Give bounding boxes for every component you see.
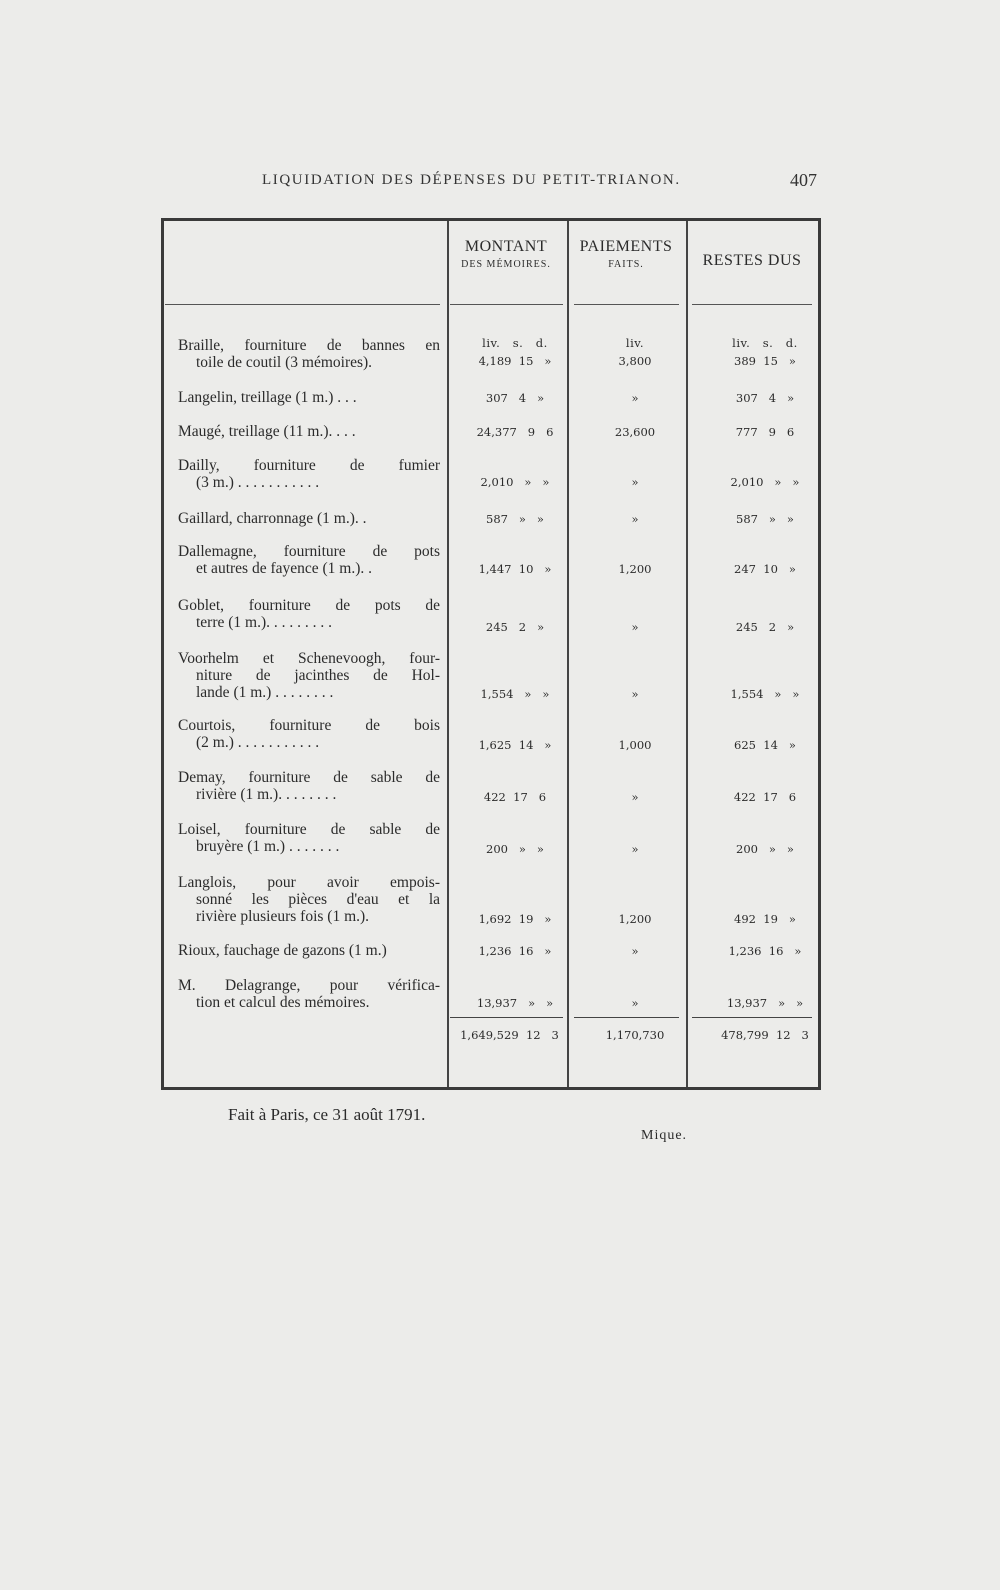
units-paiements: liv.: [625, 336, 645, 350]
cell-paiements: 1,000: [618, 738, 652, 752]
running-head: LIQUIDATION DES DÉPENSES DU PETIT-TRIANON.: [262, 172, 681, 188]
header-paiements-sub: FAITS.: [608, 259, 644, 270]
cell-restes: 307 4 »: [735, 391, 795, 405]
cell-restes: 422 17 6: [733, 790, 797, 804]
cell-montant: 1,692 19 »: [478, 912, 552, 926]
cell-paiements: »: [631, 620, 639, 634]
row-description-cont: tion et calcul des mémoires.: [196, 994, 370, 1011]
row-description: Langelin, treillage (1 m.) . . .: [178, 389, 357, 406]
header-paiements: [569, 238, 683, 270]
cell-restes: 625 14 »: [734, 738, 796, 752]
header-montant-title: MONTANT: [464, 238, 548, 255]
cell-montant: 587 » »: [486, 512, 544, 526]
cell-montant: 13,937 » »: [476, 996, 554, 1010]
row-description-cont: terre (1 m.). . . . . . . . .: [196, 614, 333, 631]
cell-montant: 1,236 16 »: [478, 944, 552, 958]
cell-restes: 245 2 »: [735, 620, 795, 634]
cell-restes: 13,937 » »: [726, 996, 804, 1010]
cell-paiements: »: [631, 687, 639, 701]
table-row: [178, 543, 440, 577]
row-description: Goblet, fourniture de pots de: [178, 597, 440, 614]
row-description: Dailly, fourniture de fumier: [178, 457, 440, 474]
header-restes-title: RESTES DUS: [702, 252, 802, 269]
cell-montant: 24,377 9 6: [476, 425, 554, 439]
table-row: [178, 423, 440, 440]
total-montant: 1,649,529 12 3: [460, 1028, 559, 1042]
table-row: [178, 510, 440, 527]
cell-montant: 200 » »: [486, 842, 544, 856]
table-row: [178, 977, 440, 1011]
cell-paiements: »: [631, 996, 639, 1010]
header-paiements-title: PAIEMENTS: [579, 238, 673, 255]
cell-montant: 1,625 14 »: [478, 738, 552, 752]
header-rule: [165, 304, 440, 305]
cell-montant: 245 2 »: [485, 620, 545, 634]
cell-restes: 777 9 6: [735, 425, 795, 439]
row-description: Gaillard, charronnage (1 m.). .: [178, 510, 367, 527]
cell-restes: 2,010 » »: [730, 475, 800, 489]
header-rule: [574, 304, 679, 305]
cell-paiements: 1,200: [618, 912, 652, 926]
cell-paiements: »: [631, 944, 639, 958]
row-description: Maugé, treillage (11 m.). . . .: [178, 423, 356, 440]
signature: Mique.: [641, 1128, 688, 1143]
column-divider-1: [447, 221, 449, 1087]
row-description-cont: rivière (1 m.). . . . . . . .: [196, 786, 337, 803]
row-description: Loisel, fourniture de sable de: [178, 821, 440, 838]
row-description-cont: lande (1 m.) . . . . . . . .: [196, 684, 334, 701]
row-description: Courtois, fourniture de bois: [178, 717, 440, 734]
total-rule: [574, 1017, 679, 1018]
table-row: [178, 769, 440, 803]
row-description: Langlois, pour avoir empois-: [178, 874, 440, 891]
row-description: Demay, fourniture de sable de: [178, 769, 440, 786]
column-divider-3: [686, 221, 688, 1087]
cell-paiements: »: [631, 790, 639, 804]
cell-montant: 422 17 6: [483, 790, 547, 804]
table-row: [178, 337, 440, 371]
table-row: [178, 650, 440, 701]
total-restes: 478,799 12 3: [721, 1028, 809, 1042]
total-rule: [450, 1017, 563, 1018]
header-restes: [688, 252, 816, 270]
cell-restes: 389 15 »: [734, 354, 796, 368]
row-description-cont: bruyère (1 m.) . . . . . . .: [196, 838, 340, 855]
table-row: [178, 874, 440, 925]
header-montant: [447, 238, 565, 270]
total-rule: [692, 1017, 812, 1018]
units-montant: liv. s. d.: [482, 336, 548, 350]
column-divider-2: [567, 221, 569, 1087]
cell-restes: 1,554 » »: [730, 687, 800, 701]
cell-montant: 2,010 » »: [480, 475, 550, 489]
row-description-cont: (3 m.) . . . . . . . . . . .: [196, 474, 320, 491]
row-description: Dallemagne, fourniture de pots: [178, 543, 440, 560]
header-rule: [450, 304, 563, 305]
header-rule: [692, 304, 812, 305]
cell-restes: 587 » »: [736, 512, 794, 526]
table-row: [178, 942, 440, 959]
row-description-cont: et autres de fayence (1 m.). .: [196, 560, 373, 577]
cell-montant: 307 4 »: [485, 391, 545, 405]
cell-paiements: 1,200: [618, 562, 652, 576]
row-description-cont: (2 m.) . . . . . . . . . . .: [196, 734, 320, 751]
cell-restes: 247 10 »: [734, 562, 796, 576]
cell-restes: 200 » »: [736, 842, 794, 856]
row-description: Braille, fourniture de bannes en: [178, 337, 440, 354]
row-description-cont: niture de jacinthes de Hol-: [196, 667, 440, 684]
row-description: Voorhelm et Schenevoogh, four-: [178, 650, 440, 667]
cell-montant: 1,554 » »: [480, 687, 550, 701]
cell-paiements: »: [631, 842, 639, 856]
cell-paiements: 23,600: [614, 425, 656, 439]
page-number: 407: [790, 170, 817, 190]
table-row: [178, 389, 440, 406]
cell-restes: 492 19 »: [734, 912, 796, 926]
cell-paiements: »: [631, 512, 639, 526]
cell-paiements: »: [631, 475, 639, 489]
table-row: [178, 821, 440, 855]
cell-paiements: »: [631, 391, 639, 405]
row-description-cont: rivière plusieurs fois (1 m.).: [196, 908, 370, 925]
total-paiements: 1,170,730: [605, 1028, 665, 1042]
row-description-cont: toile de coutil (3 mémoires).: [196, 354, 373, 371]
row-description: Rioux, fauchage de gazons (1 m.): [178, 942, 387, 959]
place-date: Fait à Paris, ce 31 août 1791.: [228, 1105, 426, 1124]
cell-paiements: 3,800: [618, 354, 652, 368]
units-restes: liv. s. d.: [732, 336, 798, 350]
row-description: M. Delagrange, pour vérifica-: [178, 977, 440, 994]
header-montant-sub: DES MÉMOIRES.: [461, 259, 551, 270]
cell-restes: 1,236 16 »: [728, 944, 802, 958]
row-description-cont: sonné les pièces d'eau et la: [196, 891, 440, 908]
cell-montant: 1,447 10 »: [478, 562, 552, 576]
table-row: [178, 717, 440, 751]
table-row: [178, 597, 440, 631]
table-row: [178, 457, 440, 491]
cell-montant: 4,189 15 »: [478, 354, 552, 368]
